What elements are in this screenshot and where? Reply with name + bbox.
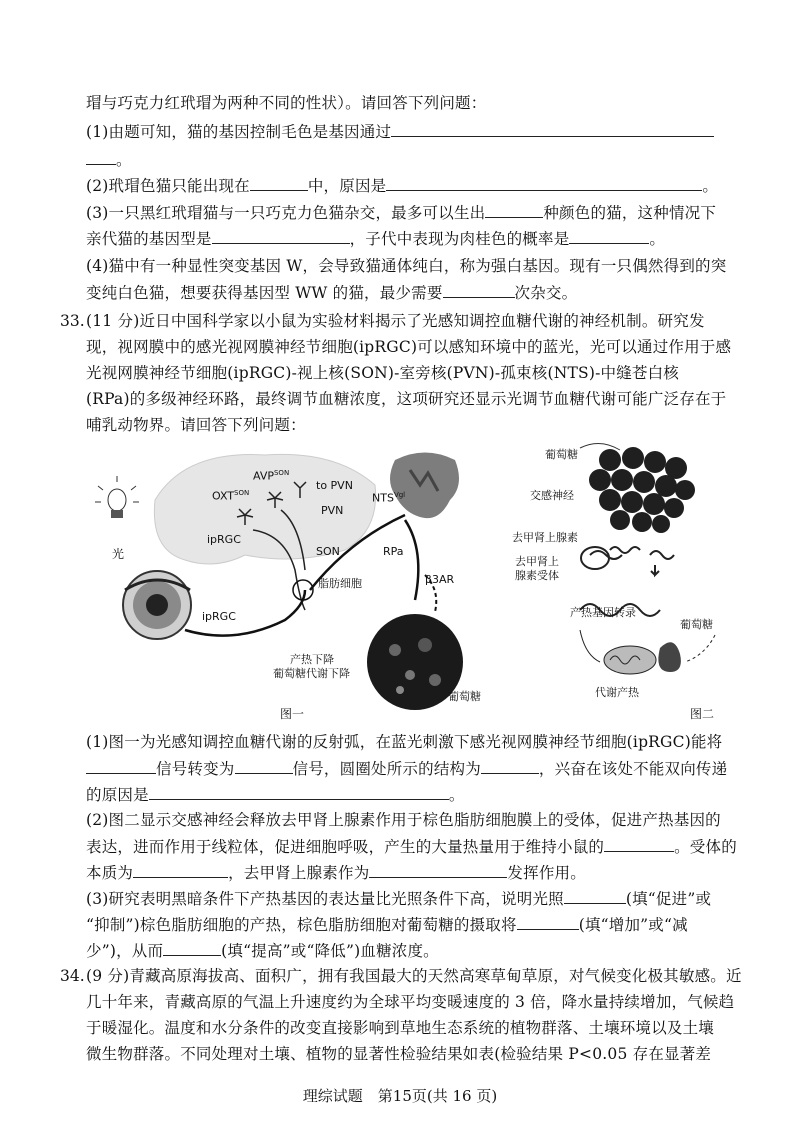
answer-blank[interactable] [250, 175, 308, 191]
q33-sub2-cont: 表达，进而作用于线粒体，促进细胞呼吸，产生的大量热量用于维持小鼠的 。受体的 [86, 838, 737, 856]
q33-sub1-cont: 信号转变为 信号，圆圈处所示的结构为 ，兴奋在该处不能双向传递 [86, 758, 727, 779]
answer-blank[interactable] [481, 758, 539, 774]
q32-sub3: (3)一只黑红玳瑁猫与一只巧克力色猫杂交，最多可以生出 种颜色的猫，这种情况下 [86, 204, 717, 222]
figure-2 [540, 440, 740, 700]
fig1-heat-down-label: 产热下降 [290, 653, 334, 666]
answer-blank[interactable] [163, 940, 221, 956]
q33-sub3-cont2: 少”)，从而 (填“提高”或“降低”)血糖浓度。 [86, 942, 439, 960]
fig1-iprgc-label: ipRGC [207, 533, 241, 546]
fig2-caption: 图二 [690, 707, 715, 721]
answer-blank[interactable] [235, 758, 293, 774]
fig2-glucose-right-label: 葡萄糖 [680, 618, 713, 631]
answer-blank[interactable] [386, 175, 702, 191]
q34-number: 34. [60, 967, 85, 985]
q32-sub1: (1)由题可知，猫的基因控制毛色是基因通过 [86, 121, 714, 142]
fig1-oxt-label: $OXT^{SON}$ [212, 489, 250, 503]
fig1-caption: 图一 [280, 707, 305, 721]
answer-blank[interactable] [564, 888, 626, 904]
fig1-nts-label: $NTS^{Vgl}$ [372, 491, 406, 505]
answer-blank[interactable] [149, 784, 449, 800]
light-bulb-icon [95, 476, 139, 518]
page-footer: 理综试题 第15页(共 16 页) [302, 1087, 498, 1105]
q32-sub2: (2)玳瑁色猫只能出现在 中，原因是 。 [86, 177, 719, 195]
fat-droplet-cluster-icon [589, 447, 695, 533]
answer-blank[interactable] [86, 149, 116, 165]
q33-stem-line1: (11 分)近日中国科学家以小鼠为实验材料揭示了光感知调控血糖代谢的神经机制。研究发 [86, 312, 705, 330]
q33-stem-line3: 光视网膜神经节细胞(ipRGC)-视上核(SON)-室旁核(PVN)-孤束核(NTS)-中缝苍白核 [86, 364, 680, 382]
q32-intro-tail: 瑁与巧克力红玳瑁为两种不同的性状）。请回答下列问题： [86, 94, 487, 112]
q32-sub4-cont: 变纯白色猫，想要获得基因型 WW 的猫，最少需要 次杂交。 [86, 284, 578, 302]
fig2-metabolic-heat-label: 代谢产热 [595, 686, 639, 699]
eye-icon [123, 571, 191, 639]
fig1-glucose-label: 葡萄糖 [448, 690, 481, 703]
q33-sub2: (2)图二显示交感神经会释放去甲肾上腺素作用于棕色脂肪细胞膜上的受体，促进产热基因的 [86, 811, 721, 829]
fig1-rpa-label: RPa [383, 545, 404, 558]
fig1-b3ar-label: β3AR [425, 573, 455, 586]
q33-stem-line2: 现，视网膜中的感光视网膜神经节细胞(ipRGC)可以感知环境中的蓝光，光可以通过作用于感 [86, 338, 732, 356]
answer-blank[interactable] [212, 228, 350, 244]
q33-number: 33. [60, 312, 85, 330]
q33-sub1: (1)图一为光感知调控血糖代谢的反射弧，在蓝光刺激下感光视网膜神经节细胞(ipRGC)能将 [86, 733, 723, 751]
fig1-light-label: 光 [112, 547, 125, 561]
q33-sub3: (3)研究表明黑暗条件下产热基因的表达量比光照条件下高，说明光照 (填“促进”或 [86, 890, 712, 908]
fig2-receptor-label-2: 腺素受体 [515, 569, 559, 582]
fig2-transcription-label: 产热基因转录 [570, 606, 636, 619]
q34-stem-line2: 几十年来，青藏高原的气温上升速度约为全球平均变暖速度的 3 倍，降水量持续增加，气候趋 [86, 993, 735, 1011]
answer-blank[interactable] [604, 836, 674, 852]
fig2-glucose-top-label: 葡萄糖 [545, 448, 578, 461]
fig2-norepinephrine-label: 去甲肾上腺素 [512, 531, 578, 544]
fig1-to-pvn-label: to PVN [316, 479, 353, 492]
answer-blank[interactable] [391, 121, 714, 137]
fig1-glucose-down-label: 葡萄糖代谢下降 [273, 667, 350, 680]
answer-blank[interactable] [443, 282, 515, 298]
q32-sub1-cont: 。 [86, 149, 132, 170]
fig1-fat-cell-label: 脂肪细胞 [318, 577, 362, 590]
fig2-sympathetic-nerve-label: 交感神经 [530, 489, 574, 502]
fig2-receptor-label-1: 去甲肾上 [515, 555, 559, 568]
fig1-avp-label: $AVP^{SON}$ [253, 469, 290, 483]
q34-stem-line3: 于暖湿化。温度和水分条件的改变直接影响到草地生态系统的植物群落、土壤环境以及土壤 [86, 1019, 715, 1037]
answer-blank[interactable] [133, 862, 228, 878]
q33-stem-line5: 哺乳动物界。请回答下列问题： [86, 416, 306, 434]
q33-sub1-cont2: 的原因是 。 [86, 786, 465, 804]
q32-sub4: (4)猫中有一种显性突变基因 W，会导致猫通体纯白，称为强白基因。现有一只偶然得到的突 [86, 257, 727, 275]
q33-sub3-cont: “抑制”)棕色脂肪细胞的产热，棕色脂肪细胞对葡萄糖的摄取将 (填“增加”或“减 [86, 916, 688, 934]
q34-stem-line4: 微生物群落。不同处理对土壤、植物的显著性检验结果如表(检验结果 P<0.05 存在显著差 [86, 1045, 712, 1063]
q33-stem-line4: (RPa)的多级神经环路，最终调节血糖浓度，这项研究还显示光调节血糖代谢可能广泛存在于 [86, 390, 727, 408]
answer-blank[interactable] [517, 914, 579, 930]
answer-blank[interactable] [569, 228, 649, 244]
fig1-iprgc-label-2: ipRGC [202, 610, 236, 623]
answer-blank[interactable] [369, 862, 507, 878]
fig1-son-label: SON [316, 545, 340, 558]
q32-sub3-cont: 亲代猫的基因型是 ，子代中表现为肉桂色的概率是 。 [86, 230, 666, 248]
answer-blank[interactable] [86, 758, 156, 774]
answer-blank[interactable] [485, 202, 543, 218]
q34-stem-line1: (9 分)青藏高原海拔高、面积广，拥有我国最大的天然高寒草甸草原，对气候变化极其敏感。近 [86, 967, 742, 985]
fig1-pvn-label: PVN [321, 504, 344, 517]
q33-sub2-cont2: 本质为 ，去甲肾上腺素作为 发挥作用。 [86, 864, 586, 882]
